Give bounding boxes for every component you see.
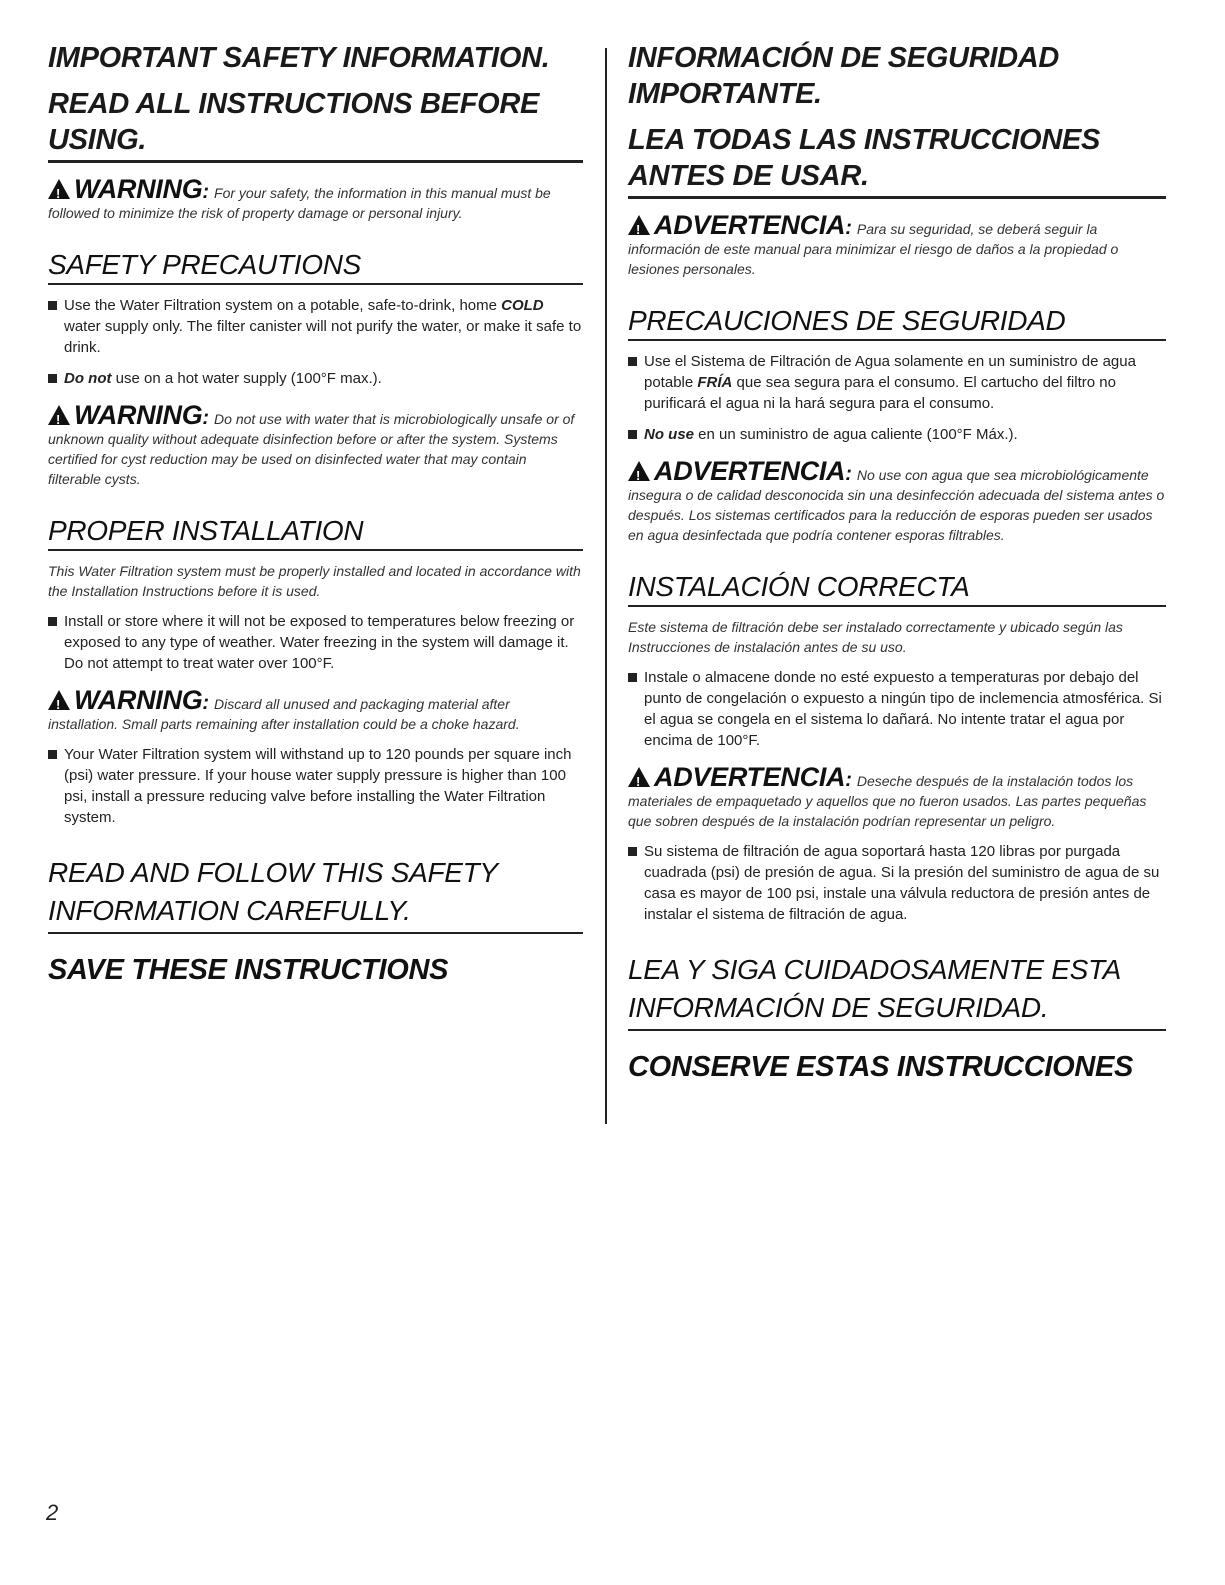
title-important-safety: IMPORTANT SAFETY INFORMATION. [48,42,550,74]
warning-label: WARNING [74,685,203,715]
section-instalacion-correcta: INSTALACIÓN CORRECTA [628,571,1166,607]
warning-label: ADVERTENCIA [654,762,846,792]
emphasis-fria: FRÍA [697,374,733,391]
warning-text: For your safety, the information in this manual must be followed to minimize the risk of property damage or personal injury. [48,185,551,221]
list-item: Use the Water Filtration system on a potable, safe-to-drink, home COLD water supply only. The filter canister will not purify the water, or make it safe to drink. [48,295,583,358]
column-divider [605,48,607,1124]
list-item: Your Water Filtration system will withstand up to 120 pounds per square inch (psi) water pressure. If your house water supply pressure is higher than 100 psi, install a pressure reducing valve before installing the Water Filtration system. [48,744,583,828]
installation-intro: This Water Filtration system must be properly installed and located in accordance with the Installation Instructions before it is used. [48,563,581,599]
installation-intro: Este sistema de filtración debe ser instalado correctamente y ubicado según las Instrucciones de instalación antes de su uso. [628,619,1123,655]
emphasis-do-not: Do not [64,370,112,387]
list-item: Use el Sistema de Filtración de Agua solamente en un suministro de agua potable FRÍA que sea segura para el consumo. El cartucho del filtro no purificará el agua ni la hará segura para el consumo. [628,351,1166,414]
warning-text: Deseche después de la instalación todos los materiales de empaquetado y aquellos que no fueron usados. Las partes pequeñas que sobren después de la instalación podrían representar un peligro. [628,773,1147,829]
list-item: Su sistema de filtración de agua soportará hasta 120 libras por purgada cuadrada (psi) de presión de agua. Si la presión del suministro de agua de su casa es mayor de 100 psi, instale una válvula reductora de presión antes de instalar el sistema de filtración de agua. [628,841,1166,925]
section-precauciones: PRECAUCIONES DE SEGURIDAD [628,305,1166,341]
warning-label: ADVERTENCIA [654,456,846,486]
bullet-square-icon [628,847,637,856]
title-informacion-seguridad: INFORMACIÓN DE SEGURIDAD IMPORTANTE. [628,42,1060,110]
page-number: 2 [46,1500,59,1525]
warning-label: WARNING [74,174,203,204]
warning-block-2: !ADVERTENCIA: No use con agua que sea microbiológicamente insegura o de calidad desconocida sin una desinfección adecuada del sistema antes o después. Los sistemas certificados para la reducción de esporas pueden ser usados en agua desinfectada que podría contener esporas filtrables. [628,461,1166,545]
list-item: Do not use on a hot water supply (100°F max.). [48,368,583,389]
warning-text: No use con agua que sea microbiológicamente insegura o de calidad desconocida sin una desinfección adecuada del sistema antes o después. Los sistemas certificados para la reducción de esporas pueden ser usados en agua desinfectada que podría contener esporas filtrables. [628,467,1165,543]
warning-block-2: !WARNING: Do not use with water that is microbiologically unsafe or of unknown quality without adequate disinfection before or after the system. Systems certified for cyst reduction may be used on disinfected water that may contain filterable cysts. [48,405,583,489]
bullet-square-icon [48,301,57,310]
warning-triangle-icon [48,405,70,425]
section-proper-installation: PROPER INSTALLATION [48,515,583,551]
warning-text: Do not use with water that is microbiologically unsafe or of unknown quality without adequate disinfection before or after the system. Systems certified for cyst reduction may be used on disinfected water that may contain filterable cysts. [48,411,575,487]
list-item: No use en un suministro de agua caliente (100°F Máx.). [628,424,1166,445]
list-item: Install or store where it will not be exposed to temperatures below freezing or exposed to any type of weather. Water freezing in the system will damage it. Do not attempt to treat water over 100°F. [48,611,583,674]
spanish-column [628,40,1166,1084]
bullet-square-icon [48,374,57,383]
save-instructions-heading: SAVE THESE INSTRUCTIONS [48,954,449,986]
conserve-instrucciones-heading: CONSERVE ESTAS INSTRUCCIONES [628,1051,1134,1083]
warning-triangle-icon [628,215,650,235]
bullet-square-icon [628,430,637,439]
bullet-square-icon [628,357,637,366]
warning-triangle-icon [48,179,70,199]
warning-triangle-icon [48,690,70,710]
warning-block-3: !ADVERTENCIA: Deseche después de la instalación todos los materiales de empaquetado y aquellos que no fueron usados. Las partes pequeñas que sobren después de la instalación podrían representar un peligro. [628,767,1166,831]
bullet-square-icon [628,673,637,682]
lea-y-siga-heading: LEA Y SIGA CUIDADOSAMENTE ESTA INFORMACIÓN DE SEGURIDAD. [628,951,1166,1031]
bullet-square-icon [48,617,57,626]
emphasis-cold: COLD [501,297,544,314]
title-read-all: READ ALL INSTRUCTIONS BEFORE USING. [48,86,583,163]
emphasis-no-use: No use [644,426,695,443]
warning-block-1: !ADVERTENCIA: Para su seguridad, se deberá seguir la información de este manual para minimizar el riesgo de daños a la propiedad o lesiones personales. [628,215,1166,279]
list-item: Instale o almacene donde no esté expuesto a temperaturas por debajo del punto de congelación o expuesto a ningún tipo de inclemencia atmosférica. Si el agua se congela en el sistema lo dañará. No intente tratar el agua por encima de 100°F. [628,667,1166,751]
section-safety-precautions: SAFETY PRECAUTIONS [48,249,583,285]
warning-block-3: !WARNING: Discard all unused and packaging material after installation. Small parts remaining after installation could be a choke hazard. [48,690,583,734]
warning-triangle-icon [628,461,650,481]
warning-block-1: !WARNING: For your safety, the information in this manual must be followed to minimize the risk of property damage or personal injury. [48,179,583,223]
warning-text: Para su seguridad, se deberá seguir la información de este manual para minimizar el riesgo de daños a la propiedad o lesiones personales. [628,221,1119,277]
warning-triangle-icon [628,767,650,787]
bullet-square-icon [48,750,57,759]
read-and-follow-heading: READ AND FOLLOW THIS SAFETY INFORMATION CAREFULLY. [48,854,583,934]
warning-text: Discard all unused and packaging material after installation. Small parts remaining after installation could be a choke hazard. [48,696,520,732]
english-column [48,40,583,987]
title-lea-todas: LEA TODAS LAS INSTRUCCIONES ANTES DE USAR. [628,122,1166,199]
warning-label: WARNING [74,400,203,430]
warning-label: ADVERTENCIA [654,210,846,240]
